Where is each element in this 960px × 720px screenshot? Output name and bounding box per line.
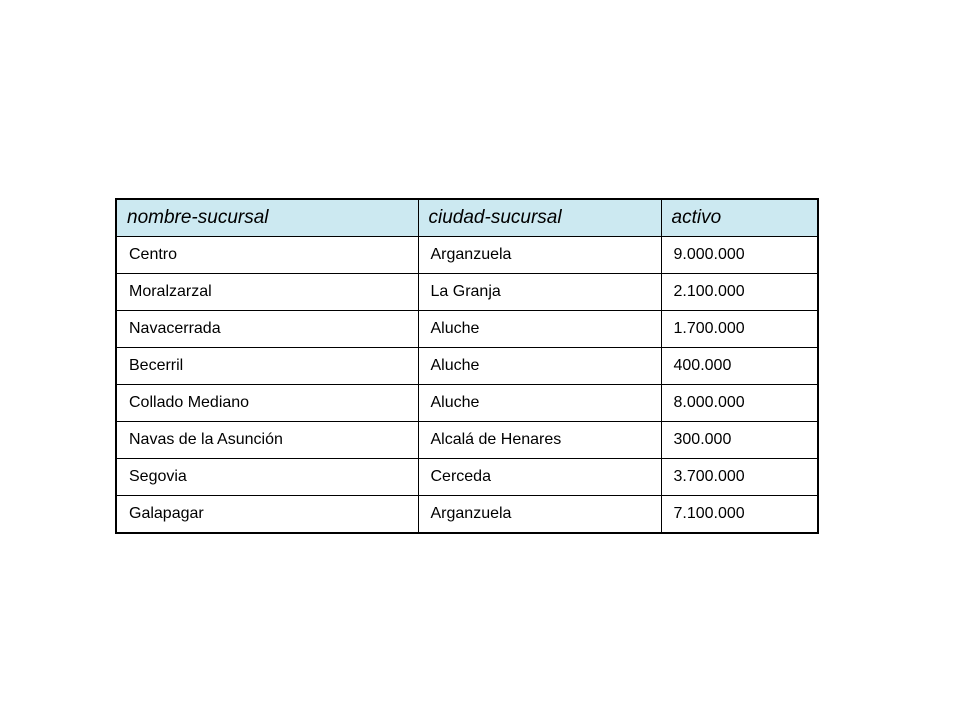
cell-nombre-sucursal: Collado Mediano bbox=[116, 385, 418, 422]
cell-ciudad-sucursal: La Granja bbox=[418, 274, 661, 311]
cell-activo: 2.100.000 bbox=[661, 274, 818, 311]
cell-activo: 400.000 bbox=[661, 348, 818, 385]
header-cell-activo: activo bbox=[661, 199, 818, 237]
cell-nombre-sucursal: Galapagar bbox=[116, 496, 418, 534]
cell-nombre-sucursal: Navas de la Asunción bbox=[116, 422, 418, 459]
cell-activo: 9.000.000 bbox=[661, 237, 818, 274]
cell-nombre-sucursal: Moralzarzal bbox=[116, 274, 418, 311]
cell-ciudad-sucursal: Aluche bbox=[418, 311, 661, 348]
cell-activo: 3.700.000 bbox=[661, 459, 818, 496]
cell-nombre-sucursal: Centro bbox=[116, 237, 418, 274]
table-row bbox=[116, 422, 818, 459]
cell-activo: 7.100.000 bbox=[661, 496, 818, 534]
table-row bbox=[116, 459, 818, 496]
cell-ciudad-sucursal: Cerceda bbox=[418, 459, 661, 496]
branch-table bbox=[115, 198, 819, 534]
cell-ciudad-sucursal: Alcalá de Henares bbox=[418, 422, 661, 459]
cell-ciudad-sucursal: Arganzuela bbox=[418, 496, 661, 534]
table-row bbox=[116, 348, 818, 385]
header-cell-ciudad-sucursal: ciudad-sucursal bbox=[418, 199, 661, 237]
table-row bbox=[116, 274, 818, 311]
cell-activo: 8.000.000 bbox=[661, 385, 818, 422]
cell-nombre-sucursal: Becerril bbox=[116, 348, 418, 385]
cell-activo: 300.000 bbox=[661, 422, 818, 459]
table-row bbox=[116, 237, 818, 274]
table-row bbox=[116, 496, 818, 534]
header-row bbox=[116, 199, 818, 237]
table-row bbox=[116, 385, 818, 422]
cell-nombre-sucursal: Navacerrada bbox=[116, 311, 418, 348]
cell-activo: 1.700.000 bbox=[661, 311, 818, 348]
cell-ciudad-sucursal: Arganzuela bbox=[418, 237, 661, 274]
cell-ciudad-sucursal: Aluche bbox=[418, 385, 661, 422]
header-cell-nombre-sucursal: nombre-sucursal bbox=[116, 199, 418, 237]
cell-nombre-sucursal: Segovia bbox=[116, 459, 418, 496]
cell-ciudad-sucursal: Aluche bbox=[418, 348, 661, 385]
table-row bbox=[116, 311, 818, 348]
